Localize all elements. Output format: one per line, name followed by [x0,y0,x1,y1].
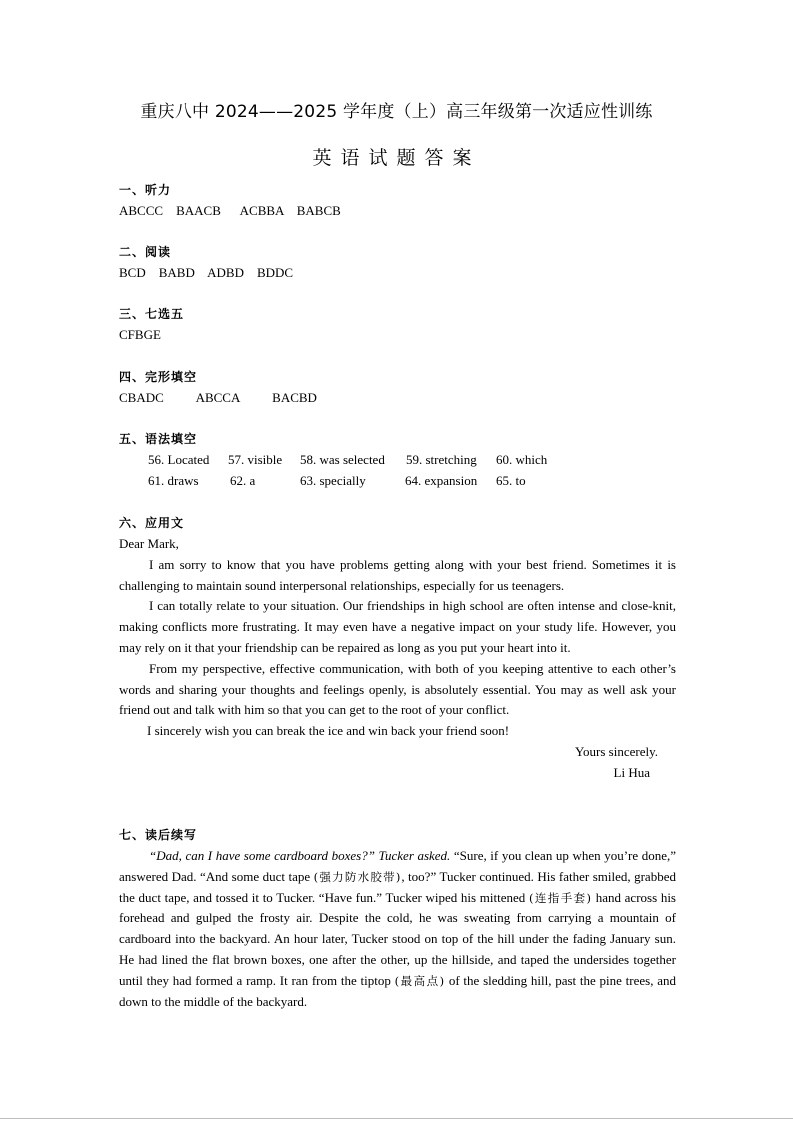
grammar-answer: 56. Located [148,452,210,467]
grammar-answers-row-2 [148,473,708,491]
letter-salutation: Dear Mark, [119,536,179,551]
grammar-answer: 58. was selected [300,452,385,467]
section-reading-heading: 二、阅读 [119,245,172,259]
page-bottom-rule [0,1118,793,1119]
grammar-answer: 63. specially [300,473,366,488]
letter-paragraph: I sincerely wish you can break the ice and win back your friend soon! [147,723,510,739]
grammar-answer: 60. which [496,452,548,467]
section-continuation-heading: 七、读后续写 [119,828,198,842]
letter-paragraph: From my perspective, effective communication, with both of you keeping attentive to each other’s words and sharing your thoughts and feelings openly, is absolutely essential. You may as well ask your friend out and talk with him so that you can get to the root of your conflict. [119,660,676,718]
section-grammar-heading: 五、语法填空 [119,432,198,446]
story-note: (强力防水胶带) [313,869,402,884]
grammar-answer: 64. expansion [405,473,478,488]
section-writing-heading: 六、应用文 [119,516,185,530]
grammar-answers-row-1 [148,452,708,470]
story-italic-lead: “Dad, can I have some cardboard boxes?” Tucker asked. [149,848,451,863]
page-subtitle: 英语试题答案 [312,147,481,169]
story-text: of the sledding hill, past the pine trees, and down to the middle of the backyard. [119,972,676,1009]
story-paragraph [119,846,676,1012]
section-listening-heading: 一、听力 [119,183,172,197]
letter-paragraph: I can totally relate to your situation. Our friendships in high school are often intense and close-knit, making conflicts more frustrating. It may even have a negative impact on your study life. However, you may rely on it that your friendship can be repaired as long as you put your heart into it. [119,598,676,655]
letter-paragraph: I am sorry to know that you have problems getting along with your best friend. Sometimes it is challenging to maintain sound interpersonal relationships, especially for us teenagers. [119,556,676,593]
section-seven-five-heading: 三、七选五 [119,307,185,321]
grammar-answer: 59. stretching [406,452,477,467]
page-title: 重庆八中 2024——2025 学年度（上）高三年级第一次适应性训练 [140,102,653,122]
letter-closing: Yours sincerely. [574,743,658,759]
section-cloze-heading: 四、完形填空 [119,370,198,384]
story-note: (连指手套) [528,890,593,905]
continuation-passage [119,846,676,1012]
cloze-answers: CBADC ABCCA BACBD [119,390,317,405]
story-note: (最高点) [394,973,446,988]
letter-signature: Li Hua [613,764,650,780]
grammar-answer: 61. draws [148,473,199,488]
reading-answers: BCD BABD ADBD BDDC [119,265,294,280]
grammar-answer: 57. visible [228,452,283,467]
letter-body [119,534,676,784]
listening-answers: ABCCC BAACB ACBBA BABCB [119,203,341,218]
seven-five-answers: CFBGE [119,327,161,342]
grammar-answer: 62. a [230,473,256,488]
grammar-answer: 65. to [496,473,526,488]
story-text: , too?” Tucker continued. His father smiled, grabbed the duct tape, and tossed it to Tucker. “Have fun.” Tucker wiped his mittened [119,868,676,905]
story-text: “Sure, if you clean up when you’re done,” answered Dad. “And some duct tape [119,848,676,884]
story-text: hand across his forehead and gulped the frosty air. Despite the cold, he was sweating from carrying a mountain of cardboard into the backyard. An hour later, Tucker stood on top of the hill under the fading January sun. He had lined the flat brown boxes, one after the other, up the hillside, and taped the undersides together until they had formed a ramp. It ran from the tiptop [119,889,676,988]
